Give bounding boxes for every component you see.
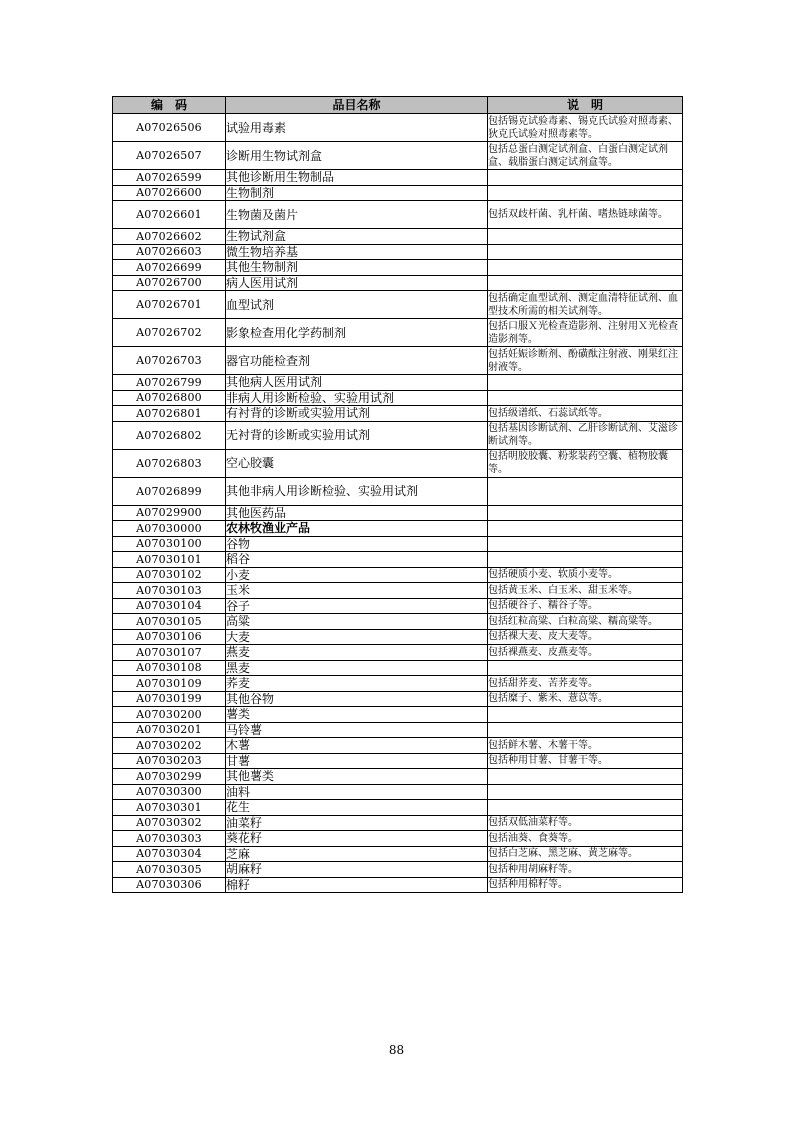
row-description: 包括种用胡麻籽等。 bbox=[488, 862, 683, 878]
table-row bbox=[113, 536, 683, 552]
row-description: 包括口服Ｘ光检查造影剂、注射用Ｘ光检查造影剂等。 bbox=[488, 319, 683, 347]
row-code: A07026599 bbox=[113, 170, 226, 186]
row-item-name: 谷物 bbox=[226, 536, 488, 552]
table-row bbox=[113, 660, 683, 676]
row-code: A07026601 bbox=[113, 201, 226, 229]
row-item-name: 病人医用试剂 bbox=[226, 275, 488, 291]
row-description: 包括黄玉米、白玉米、甜玉米等。 bbox=[488, 583, 683, 599]
row-description: 包括鲜木薯、木薯干等。 bbox=[488, 738, 683, 754]
row-description: 包括硬谷子、糯谷子等。 bbox=[488, 598, 683, 614]
row-item-name: 其他薯类 bbox=[226, 769, 488, 785]
table-row bbox=[113, 815, 683, 831]
table-row bbox=[113, 629, 683, 645]
table-row bbox=[113, 319, 683, 347]
table-row bbox=[113, 722, 683, 738]
row-description bbox=[488, 769, 683, 785]
row-description bbox=[488, 521, 683, 537]
row-item-name: 胡麻籽 bbox=[226, 862, 488, 878]
row-description: 包括糜子、紫米、薏苡等。 bbox=[488, 691, 683, 707]
table-row bbox=[113, 185, 683, 201]
header-name: 品目名称 bbox=[226, 97, 488, 114]
table-row bbox=[113, 846, 683, 862]
row-description: 包括明胶胶囊、粉浆装药空囊、植物胶囊等。 bbox=[488, 449, 683, 477]
row-item-name: 生物制剂 bbox=[226, 185, 488, 201]
table-row bbox=[113, 831, 683, 847]
row-code: A07026899 bbox=[113, 477, 226, 505]
row-item-name: 其他医药品 bbox=[226, 505, 488, 521]
row-description: 包括种用甘薯、甘薯干等。 bbox=[488, 753, 683, 769]
header-code: 编 码 bbox=[113, 97, 226, 114]
row-code: A07030000 bbox=[113, 521, 226, 537]
row-description bbox=[488, 707, 683, 723]
table-row bbox=[113, 477, 683, 505]
table-row bbox=[113, 784, 683, 800]
row-item-name: 影象检查用化学药制剂 bbox=[226, 319, 488, 347]
row-description: 包括确定血型试剂、测定血清特征试剂、血型技术所需的相关试剂等。 bbox=[488, 291, 683, 319]
row-code: A07026799 bbox=[113, 375, 226, 391]
row-code: A07030303 bbox=[113, 831, 226, 847]
row-item-name: 谷子 bbox=[226, 598, 488, 614]
table-row bbox=[113, 614, 683, 630]
row-item-name: 空心胶囊 bbox=[226, 449, 488, 477]
row-description: 包括级谱纸、石蕊试纸等。 bbox=[488, 406, 683, 422]
table-row bbox=[113, 583, 683, 599]
row-item-name: 有衬背的诊断或实验用试剂 bbox=[226, 406, 488, 422]
row-item-name: 其他生物制剂 bbox=[226, 260, 488, 276]
table-row bbox=[113, 260, 683, 276]
row-item-name: 无衬背的诊断或实验用试剂 bbox=[226, 421, 488, 449]
row-item-name: 器官功能检查剂 bbox=[226, 347, 488, 375]
row-code: A07030199 bbox=[113, 691, 226, 707]
row-code: A07030203 bbox=[113, 753, 226, 769]
row-code: A07026700 bbox=[113, 275, 226, 291]
row-code: A07030102 bbox=[113, 567, 226, 583]
row-description: 包括硬质小麦、软质小麦等。 bbox=[488, 567, 683, 583]
row-description: 包括种用棉籽等。 bbox=[488, 877, 683, 893]
table-row bbox=[113, 201, 683, 229]
row-item-name: 微生物培养基 bbox=[226, 244, 488, 260]
row-code: A07030201 bbox=[113, 722, 226, 738]
row-code: A07030105 bbox=[113, 614, 226, 630]
row-description: 包括裸大麦、皮大麦等。 bbox=[488, 629, 683, 645]
row-item-name: 其他病人医用试剂 bbox=[226, 375, 488, 391]
row-code: A07026506 bbox=[113, 114, 226, 142]
row-description bbox=[488, 784, 683, 800]
row-item-name: 油菜籽 bbox=[226, 815, 488, 831]
row-item-name: 诊断用生物试剂盒 bbox=[226, 142, 488, 170]
row-description: 包括锡克试验毒素、锡克氏试验对照毒素、狄克氏试验对照毒素等。 bbox=[488, 114, 683, 142]
row-item-name: 血型试剂 bbox=[226, 291, 488, 319]
row-description: 包括白芝麻、黑芝麻、黄芝麻等。 bbox=[488, 846, 683, 862]
row-item-name: 木薯 bbox=[226, 738, 488, 754]
row-code: A07030103 bbox=[113, 583, 226, 599]
row-description bbox=[488, 185, 683, 201]
row-description bbox=[488, 375, 683, 391]
row-item-name: 芝麻 bbox=[226, 846, 488, 862]
row-code: A07026703 bbox=[113, 347, 226, 375]
row-item-name: 农林牧渔业产品 bbox=[226, 521, 488, 537]
table-row bbox=[113, 375, 683, 391]
table-row bbox=[113, 769, 683, 785]
row-description: 包括妊娠诊断剂、酚磺酞注射液、刚果红注射液等。 bbox=[488, 347, 683, 375]
row-description: 包括双低油菜籽等。 bbox=[488, 815, 683, 831]
table-row bbox=[113, 347, 683, 375]
row-code: A07030202 bbox=[113, 738, 226, 754]
table-header-row bbox=[113, 97, 683, 114]
row-item-name: 大麦 bbox=[226, 629, 488, 645]
table-row bbox=[113, 676, 683, 692]
row-description: 包括红粒高粱、白粒高粱、糯高粱等。 bbox=[488, 614, 683, 630]
row-description: 包括总蛋白测定试剂盒、白蛋白测定试剂盒、载脂蛋白测定试剂盒等。 bbox=[488, 142, 683, 170]
row-description bbox=[488, 505, 683, 521]
table-row bbox=[113, 707, 683, 723]
row-item-name: 高粱 bbox=[226, 614, 488, 630]
row-item-name: 油料 bbox=[226, 784, 488, 800]
row-item-name: 其他谷物 bbox=[226, 691, 488, 707]
row-code: A07030300 bbox=[113, 784, 226, 800]
table-row bbox=[113, 862, 683, 878]
row-item-name: 马铃薯 bbox=[226, 722, 488, 738]
row-description: 包括双歧杆菌、乳杆菌、嗜热链球菌等。 bbox=[488, 201, 683, 229]
row-item-name: 稻谷 bbox=[226, 552, 488, 568]
page-number: 88 bbox=[388, 1043, 405, 1057]
table-row bbox=[113, 244, 683, 260]
table-row bbox=[113, 567, 683, 583]
row-item-name: 生物试剂盒 bbox=[226, 229, 488, 245]
table-row bbox=[113, 229, 683, 245]
row-code: A07026699 bbox=[113, 260, 226, 276]
row-code: A07030305 bbox=[113, 862, 226, 878]
row-code: A07026600 bbox=[113, 185, 226, 201]
row-item-name: 花生 bbox=[226, 800, 488, 816]
row-item-name: 玉米 bbox=[226, 583, 488, 599]
table-row bbox=[113, 738, 683, 754]
row-description bbox=[488, 390, 683, 406]
row-description bbox=[488, 722, 683, 738]
row-code: A07026802 bbox=[113, 421, 226, 449]
row-code: A07030302 bbox=[113, 815, 226, 831]
row-description bbox=[488, 229, 683, 245]
row-code: A07030108 bbox=[113, 660, 226, 676]
table-row bbox=[113, 421, 683, 449]
row-description: 包括油葵、食葵等。 bbox=[488, 831, 683, 847]
row-description bbox=[488, 660, 683, 676]
table-row bbox=[113, 114, 683, 142]
row-code: A07026803 bbox=[113, 449, 226, 477]
table-body bbox=[113, 114, 683, 893]
row-item-name: 其他非病人用诊断检验、实验用试剂 bbox=[226, 477, 488, 505]
row-code: A07026702 bbox=[113, 319, 226, 347]
row-description bbox=[488, 260, 683, 276]
row-code: A07026507 bbox=[113, 142, 226, 170]
row-item-name: 薯类 bbox=[226, 707, 488, 723]
row-item-name: 棉籽 bbox=[226, 877, 488, 893]
row-code: A07030100 bbox=[113, 536, 226, 552]
row-code: A07026701 bbox=[113, 291, 226, 319]
row-description bbox=[488, 275, 683, 291]
row-description: 包括基因诊断试剂、乙肝诊断试剂、艾滋诊断试剂等。 bbox=[488, 421, 683, 449]
row-item-name: 非病人用诊断检验、实验用试剂 bbox=[226, 390, 488, 406]
row-description bbox=[488, 244, 683, 260]
header-desc: 说 明 bbox=[488, 97, 683, 114]
table-row bbox=[113, 142, 683, 170]
table-row bbox=[113, 598, 683, 614]
row-code: A07030107 bbox=[113, 645, 226, 661]
row-code: A07030106 bbox=[113, 629, 226, 645]
table-row bbox=[113, 275, 683, 291]
table-row bbox=[113, 645, 683, 661]
row-code: A07030104 bbox=[113, 598, 226, 614]
table-row bbox=[113, 691, 683, 707]
row-item-name: 生物菌及菌片 bbox=[226, 201, 488, 229]
row-item-name: 其他诊断用生物制品 bbox=[226, 170, 488, 186]
table-row bbox=[113, 170, 683, 186]
table-row bbox=[113, 800, 683, 816]
table-row bbox=[113, 753, 683, 769]
row-code: A07026603 bbox=[113, 244, 226, 260]
row-code: A07030101 bbox=[113, 552, 226, 568]
row-item-name: 荞麦 bbox=[226, 676, 488, 692]
row-description: 包括甜荞麦、苦荞麦等。 bbox=[488, 676, 683, 692]
row-item-name: 试验用毒素 bbox=[226, 114, 488, 142]
table-row bbox=[113, 877, 683, 893]
row-code: A07026800 bbox=[113, 390, 226, 406]
table-row bbox=[113, 406, 683, 422]
table-row bbox=[113, 291, 683, 319]
row-code: A07030299 bbox=[113, 769, 226, 785]
row-description bbox=[488, 477, 683, 505]
row-description bbox=[488, 170, 683, 186]
row-item-name: 燕麦 bbox=[226, 645, 488, 661]
row-item-name: 甘薯 bbox=[226, 753, 488, 769]
row-code: A07030301 bbox=[113, 800, 226, 816]
row-description: 包括裸燕麦、皮燕麦等。 bbox=[488, 645, 683, 661]
row-item-name: 黑麦 bbox=[226, 660, 488, 676]
table-row bbox=[113, 449, 683, 477]
row-code: A07030200 bbox=[113, 707, 226, 723]
row-item-name: 小麦 bbox=[226, 567, 488, 583]
row-description bbox=[488, 536, 683, 552]
row-code: A07029900 bbox=[113, 505, 226, 521]
row-item-name: 葵花籽 bbox=[226, 831, 488, 847]
table-row bbox=[113, 521, 683, 537]
table-row bbox=[113, 552, 683, 568]
row-code: A07030109 bbox=[113, 676, 226, 692]
table-row bbox=[113, 390, 683, 406]
table-row bbox=[113, 505, 683, 521]
row-code: A07026602 bbox=[113, 229, 226, 245]
row-code: A07030304 bbox=[113, 846, 226, 862]
row-code: A07026801 bbox=[113, 406, 226, 422]
catalog-table bbox=[112, 96, 683, 893]
row-description bbox=[488, 800, 683, 816]
row-description bbox=[488, 552, 683, 568]
row-code: A07030306 bbox=[113, 877, 226, 893]
